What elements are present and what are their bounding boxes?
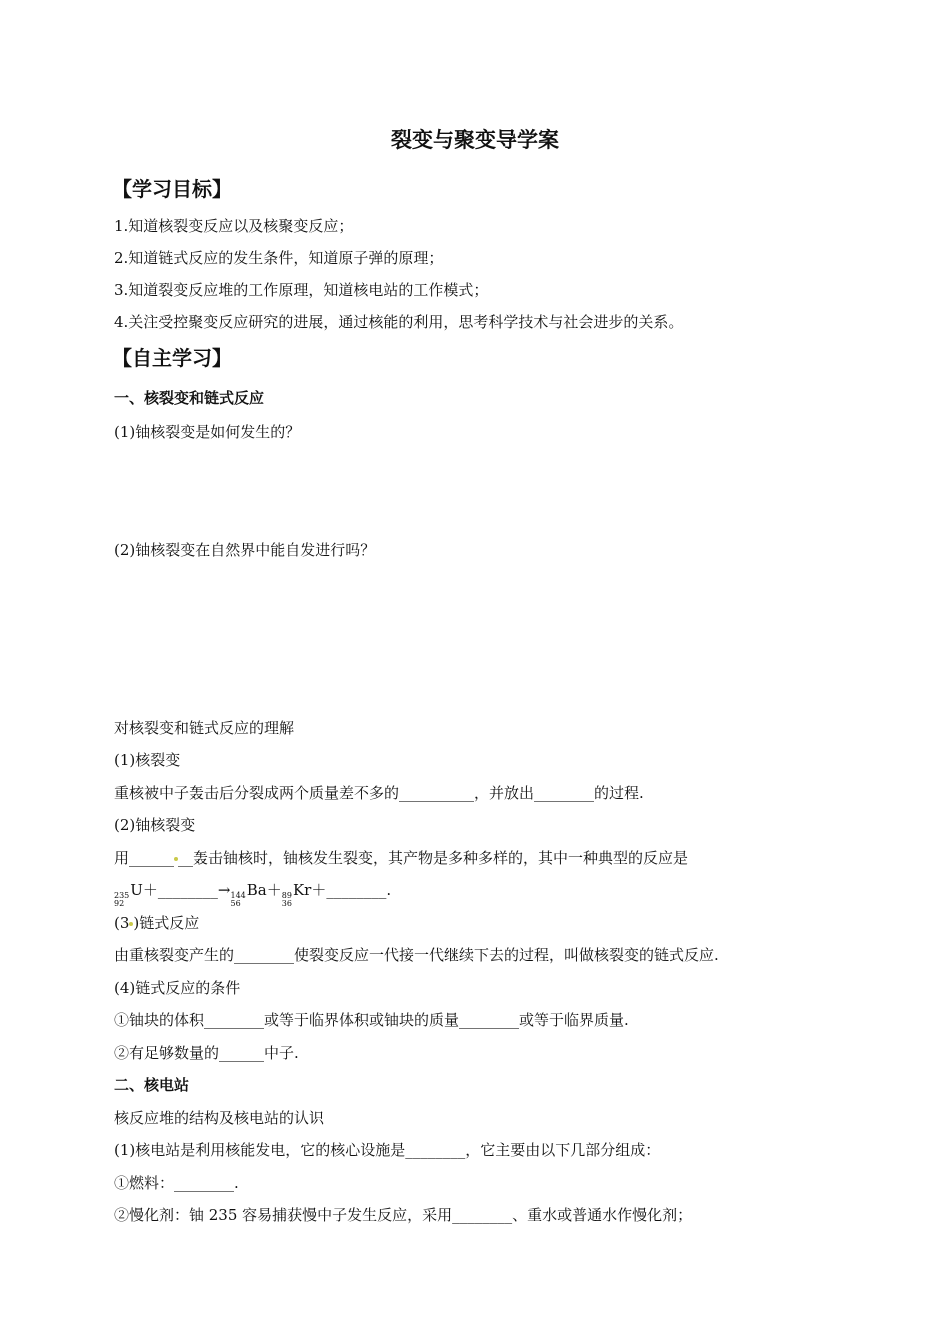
goal-item-1: 1.知道核裂变反应以及核聚变反应； [114,217,354,235]
condition-2: ②有足够数量的______中子. [114,1044,299,1062]
sub3-title [114,913,199,933]
condition-1: ①铀块的体积________或等于临界体积或铀块的质量________或等于临界质量. [114,1011,629,1029]
ba-text: Ba＋ [246,881,282,899]
sub2-title: (2)铀核裂变 [114,816,196,834]
goal-item-4: 4.关注受控聚变反应研究的进展，通过核能的利用，思考科学技术与社会进步的关系。 [114,313,684,331]
kr-atomic-number: 36 [281,899,292,908]
uranium-nuclide [114,880,231,908]
fission-equation [114,880,391,908]
barium-nuclide [231,880,282,908]
sub3-text: 由重核裂变产生的________使裂变反应一代接一代继续下去的过程，叫做核裂变的链式反应. [114,946,719,964]
u-atomic-number: 92 [114,899,125,908]
question-1: (1)铀核裂变是如何发生的？ [114,423,301,441]
sub1-title: (1)核裂变 [114,751,181,769]
part2-p1: (1)核电站是利用核能发电，它的核心设施是________，它主要由以下几部分组成： [114,1141,661,1159]
question-2: (2)铀核裂变在自然界中能自发进行吗？ [114,541,376,559]
sub4-title: (4)链式反应的条件 [114,979,241,997]
document-title: 裂变与聚变导学案 [391,128,559,152]
sub3-title-a: (3 [114,914,130,932]
ba-mass-number: 144 [230,891,246,900]
kr-mass-number: 89 [281,891,292,900]
part1-heading: 一、核裂变和链式反应 [114,389,265,407]
goal-item-2: 2.知道链式反应的发生条件，知道原子弹的原理； [114,249,444,267]
learning-goals-heading: 【学习目标】 [112,177,232,201]
u-mass-number: 235 [114,891,130,900]
goal-item-3: 3.知道裂变反应堆的工作原理，知道核电站的工作模式； [114,281,489,299]
u-text: U＋________→ [130,881,231,899]
part2-p2: ①燃料：________. [114,1174,239,1192]
part2-p3: ②慢化剂：铀 235 容易捕获慢中子发生反应，采用________、重水或普通水作慢化剂； [114,1206,693,1224]
kr-text: Kr＋________. [292,881,392,899]
self-study-heading: 【自主学习】 [112,346,232,370]
sub1-text: 重核被中子轰击后分裂成两个质量差不多的__________，并放出________的过程. [114,784,644,802]
part2-intro: 核反应堆的结构及核电站的认识 [114,1109,325,1127]
sub2-text [114,848,688,868]
part2-heading: 二、核电站 [114,1076,190,1094]
understanding-label: 对核裂变和链式反应的理解 [114,719,295,737]
ba-atomic-number: 56 [230,899,241,908]
sub2-text-a: 用______ [114,849,175,867]
sub2-text-b: __轰击铀核时，铀核发生裂变，其产物是多种多样的，其中一种典型的反应是 [178,849,689,867]
krypton-nuclide [282,880,391,908]
sub3-title-b: )链式反应 [133,914,200,932]
